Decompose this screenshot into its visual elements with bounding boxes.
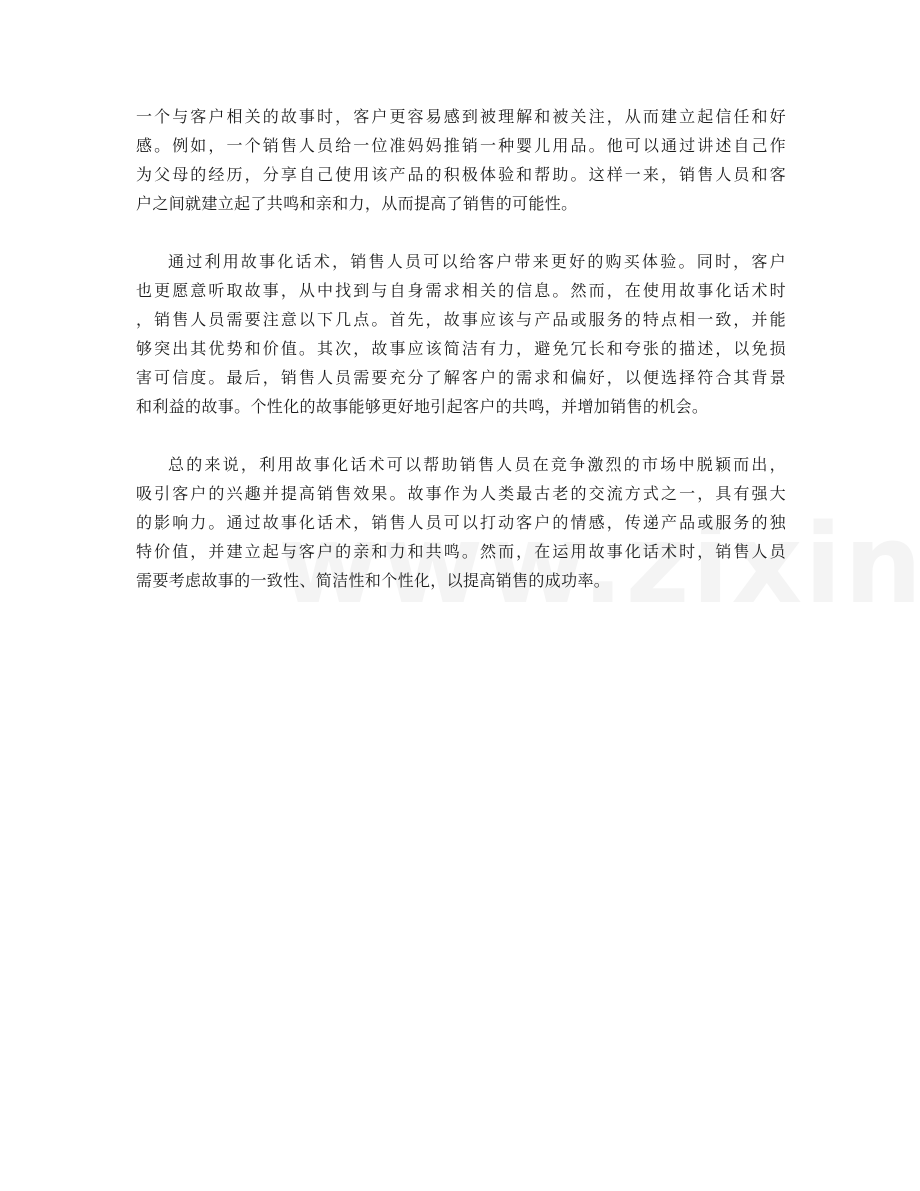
text-line: 户之间就建立起了共鸣和亲和力，从而提高了销售的可能性。 (136, 194, 578, 213)
text-line: 害可信度。最后，销售人员需要充分了解客户的需求和偏好，以便选择符合其背景 (136, 368, 786, 387)
text-line: 总的来说，利用故事化话术可以帮助销售人员在竞争激烈的市场中脱颖而出， (168, 455, 786, 474)
text-line: 的影响力。通过故事化话术，销售人员可以打动客户的情感，传递产品或服务的独 (136, 513, 786, 532)
paragraph-3 (136, 450, 786, 595)
text-line: 吸引客户的兴趣并提高销售效果。故事作为人类最古老的交流方式之一，具有强大 (136, 484, 786, 503)
text-line: 和利益的故事。个性化的故事能够更好地引起客户的共鸣，并增加销售的机会。 (136, 397, 709, 416)
paragraph-2 (136, 247, 786, 421)
text-line: 一个与客户相关的故事时，客户更容易感到被理解和被关注，从而建立起信任和好 (136, 107, 786, 126)
text-line: 够突出其优势和价值。其次，故事应该简洁有力，避免冗长和夸张的描述，以免损 (136, 339, 786, 358)
paragraph-1 (136, 102, 786, 218)
text-line: 也更愿意听取故事，从中找到与自身需求相关的信息。然而，在使用故事化话术时 (136, 281, 786, 300)
text-line: 为父母的经历，分享自己使用该产品的积极体验和帮助。这样一来，销售人员和客 (136, 165, 786, 184)
document-body (136, 102, 786, 624)
text-line: 感。例如，一个销售人员给一位准妈妈推销一种婴儿用品。他可以通过讲述自己作 (136, 136, 786, 155)
text-line: 通过利用故事化话术，销售人员可以给客户带来更好的购买体验。同时，客户 (168, 252, 786, 271)
text-line: 特价值，并建立起与客户的亲和力和共鸣。然而，在运用故事化话术时，销售人员 (136, 542, 786, 561)
text-line: 需要考虑故事的一致性、简洁性和个性化，以提高销售的成功率。 (136, 571, 611, 590)
text-line: ，销售人员需要注意以下几点。首先，故事应该与产品或服务的特点相一致，并能 (136, 310, 786, 329)
